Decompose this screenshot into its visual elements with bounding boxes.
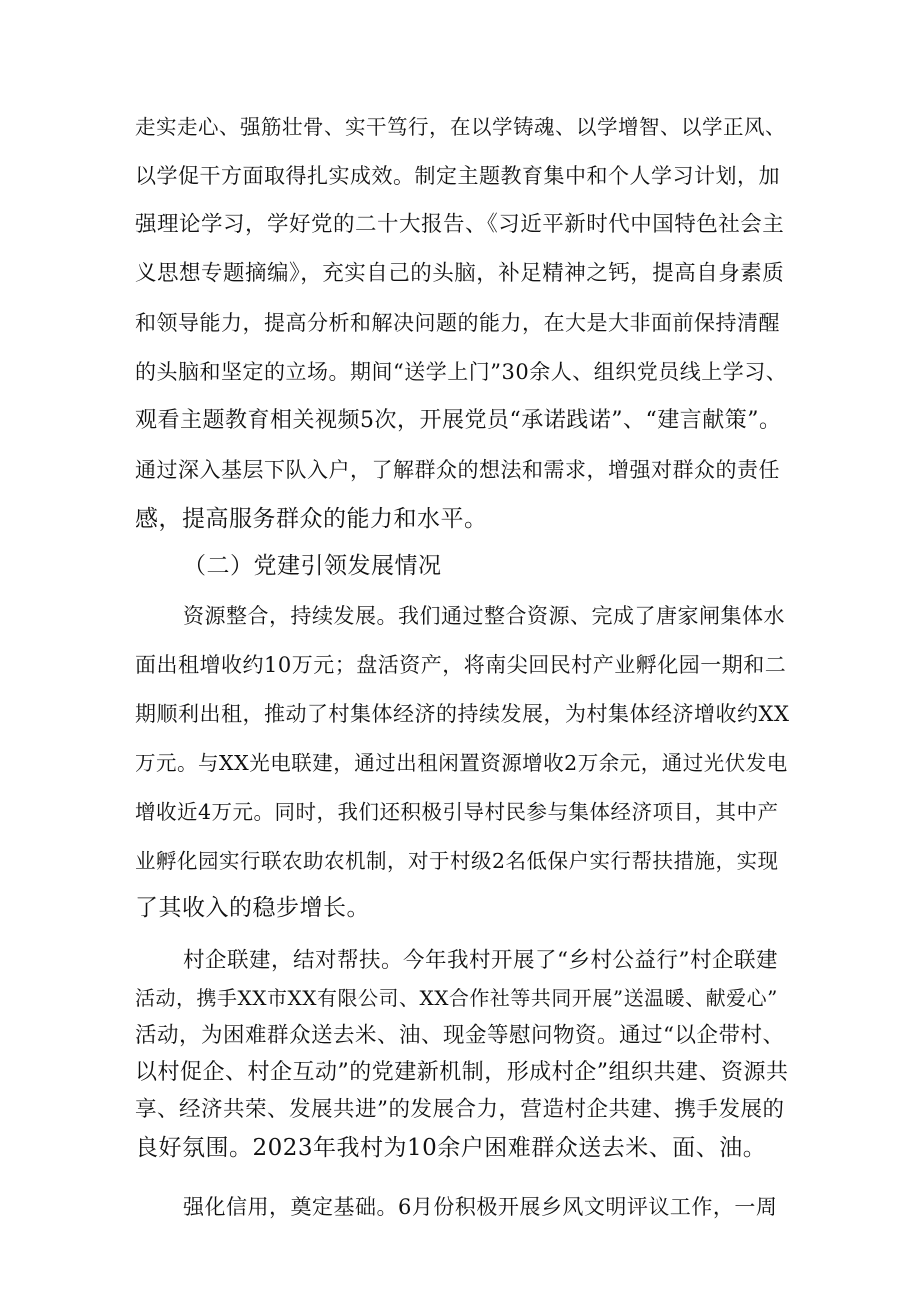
text-line: 村企联建，结对帮扶。今年我村开展了“乡村公益行”村企联建 [183, 948, 778, 973]
text-line: 良好氛围。2023年我村为10余户困难群众送去米、面、油。 [135, 1135, 767, 1161]
text-line: 和领导能力，提高分析和解决问题的能力，在大是大非面前保持清醒 [135, 311, 780, 335]
text-line: 通过深入基层下队入户，了解群众的想法和需求，增强对群众的责任 [135, 458, 780, 482]
text-line: 资源整合，持续发展。我们通过整合资源、完成了唐家闸集体水 [183, 604, 785, 628]
text-line: 了其收入的稳步增长。 [135, 895, 370, 921]
text-line: 走实走心、强筋壮骨、实干笃行，在以学铸魂、以学增智、以学正风、 [135, 115, 786, 139]
text-line: 强理论学习，学好党的二十大报告、《习近平新时代中国特色社会主 [135, 212, 785, 237]
text-line: 期顺利出租，推动了村集体经济的持续发展，为村集体经济增收约XX [135, 702, 790, 726]
text-line: 活动，为困难群众送去米、油、现金等慰问物资。通过“以企带村、 [135, 1023, 785, 1048]
text-line: 以学促干方面取得扎实成效。制定主题教育集中和个人学习计划，加 [135, 164, 780, 188]
text-line: 观看主题教育相关视频5次，开展党员“承诺践诺”、“建言献策”。 [135, 408, 782, 433]
section-heading: （二）党建引领发展情况 [183, 553, 442, 579]
text-line: 义思想专题摘编》，充实自己的头脑，补足精神之钙，提高自身素质 [135, 261, 785, 286]
text-line: 面出租增收约10万元；盘活资产，将南尖回民村产业孵化园一期和二 [135, 653, 787, 677]
text-line: 业孵化园实行联农助农机制，对于村级2名低保户实行帮扶措施，实现 [135, 849, 779, 873]
text-line: 享、经济共荣、发展共进”的发展合力，营造村企共建、携手发展的 [135, 1097, 785, 1122]
text-line: 活动，携手XX市XX有限公司、XX合作社等共同开展”送温暖、献爱心” [135, 986, 778, 1010]
text-line: 的头脑和坚定的立场。期间“送学上门”30余人、组织党员线上学习、 [135, 360, 788, 384]
text-line: 增收近4万元。同时，我们还积极引导村民参与集体经济项目，其中产 [135, 800, 779, 824]
text-line: 以村促企、村企互动”的党建新机制，形成村企”组织共建、资源共 [135, 1060, 789, 1085]
text-line: 感，提高服务群众的能力和水平。 [135, 506, 488, 532]
text-line: 万元。与XX光电联建，通过出租闲置资源增收2万余元，通过光伏发电 [135, 751, 788, 775]
text-line: 强化信用，奠定基础。6月份积极开展乡风文明评议工作，一周 [183, 1195, 778, 1219]
